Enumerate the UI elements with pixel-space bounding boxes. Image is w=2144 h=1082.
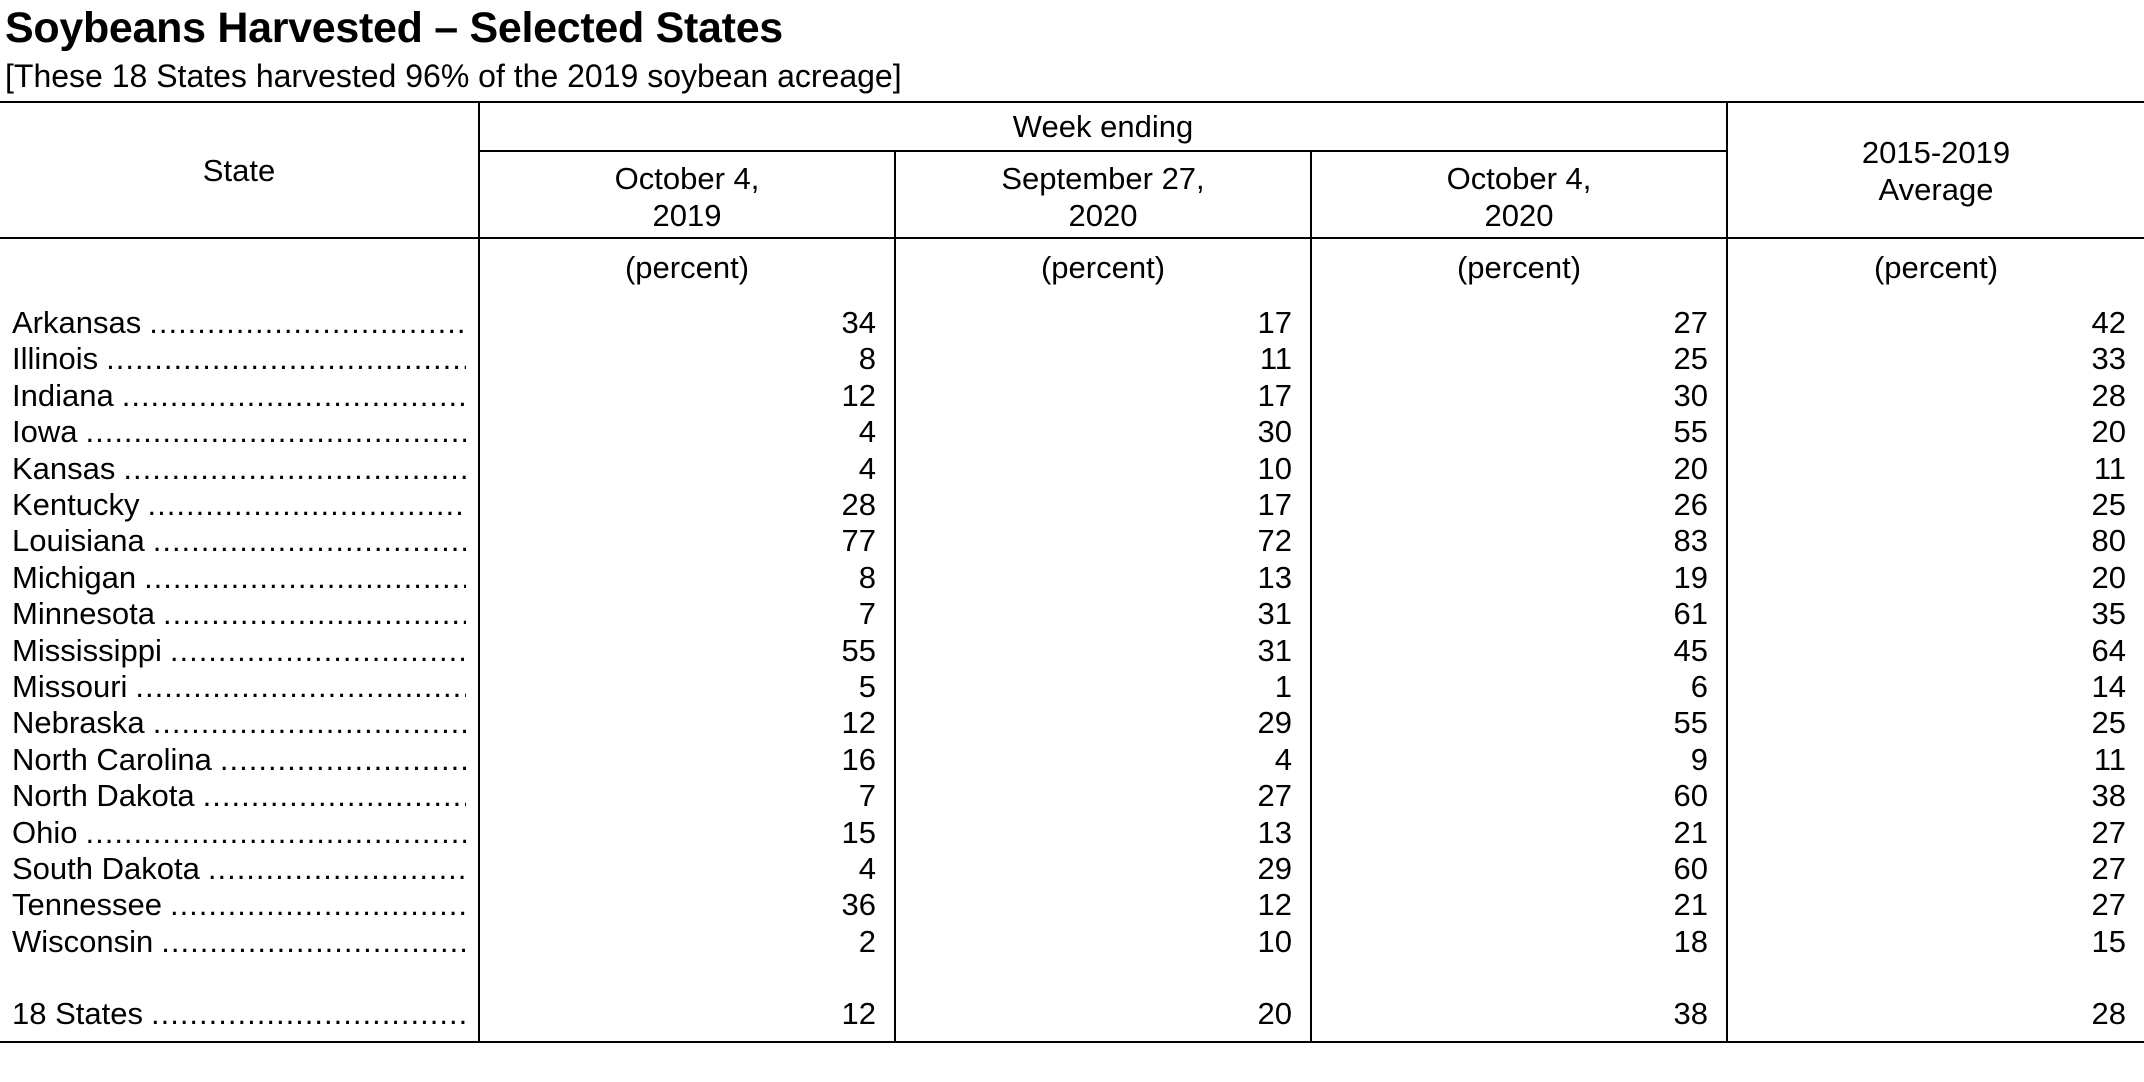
dot-leader [151,996,466,1032]
unit-label: (percent) [1456,250,1582,285]
value-cell: 4 [858,851,876,886]
value-cell: 25 [1673,341,1708,377]
state-name-cell [12,924,466,960]
state-name: 18 States [12,996,143,1032]
table-row [0,341,2144,377]
state-name-cell [12,560,466,596]
header-bottom-rule [0,237,2144,239]
value-cell: 11 [1259,341,1292,377]
value-cell: 4 [1274,741,1292,777]
dot-leader [170,887,466,923]
value-cell: 72 [1257,523,1292,559]
state-name: Michigan [12,559,137,595]
value-cell: 21 [1673,814,1708,850]
value-cell: 4 [858,450,876,486]
bottom-rule [0,1041,2144,1043]
value-cell: 27 [1257,778,1292,814]
value-cell: 8 [858,341,876,377]
table-row [0,378,2144,414]
state-name: Wisconsin [12,923,154,959]
unit-label: (percent) [624,250,750,285]
table-row [0,414,2144,450]
column-header-average: 2015-2019 Average [1861,135,2011,207]
column-header-sep-2020: September 27, 2020 [1001,161,1205,233]
state-name: Illinois [12,341,99,377]
table-subtitle: [These 18 States harvested 96% of the 2019 soybean acreage] [5,58,902,94]
value-cell: 11 [2093,450,2126,486]
value-cell: 7 [858,596,876,632]
value-cell: 19 [1673,559,1708,595]
value-cell: 28 [2091,996,2126,1032]
value-cell: 80 [2091,523,2126,559]
value-cell: 38 [2091,778,2126,814]
value-cell: 30 [1673,377,1708,413]
state-name-cell [12,851,466,887]
value-cell: 64 [2091,632,2126,668]
column-header-oct-2020: October 4, 2020 [1446,161,1592,233]
value-cell: 29 [1257,851,1292,886]
state-name-cell [12,596,466,632]
dot-leader [170,633,466,669]
value-cell: 38 [1673,996,1708,1032]
state-name: Minnesota [12,596,156,632]
value-cell: 35 [2091,596,2126,632]
state-name-cell [12,887,466,923]
table-row [0,560,2144,596]
value-cell: 2 [858,923,876,959]
table-row [0,815,2144,851]
value-cell: 13 [1257,559,1292,595]
value-cell: 12 [841,996,876,1032]
table-row [0,887,2144,923]
value-cell: 13 [1257,814,1292,850]
state-name-cell [12,305,466,341]
value-cell: 55 [1673,414,1708,450]
value-cell: 17 [1257,377,1292,413]
state-name: North Carolina [12,741,212,777]
value-cell: 20 [1257,996,1292,1032]
dot-leader [153,705,466,741]
total-row [0,996,2144,1032]
value-cell: 21 [1673,887,1708,923]
state-name: South Dakota [12,851,200,886]
value-cell: 60 [1673,851,1708,886]
dot-leader [149,305,466,341]
state-name-cell [12,996,466,1032]
value-cell: 20 [2091,414,2126,450]
state-column-header: State [202,153,276,188]
value-cell: 77 [841,523,876,559]
value-cell: 5 [858,669,876,704]
value-cell: 8 [858,559,876,595]
dot-leader [122,378,466,414]
value-cell: 31 [1257,632,1292,668]
value-cell: 10 [1257,450,1292,486]
dot-leader [123,451,466,487]
value-cell: 20 [1673,450,1708,486]
value-cell: 55 [1673,705,1708,741]
state-name: Iowa [12,414,78,450]
value-cell: 1 [1274,669,1292,704]
top-rule [0,101,2144,103]
value-cell: 12 [841,705,876,741]
value-cell: 15 [841,814,876,850]
state-name-cell [12,451,466,487]
dot-leader [85,815,466,851]
column-header-oct-2019: October 4, 2019 [614,161,760,233]
table-row [0,596,2144,632]
value-cell: 12 [841,377,876,413]
value-cell: 4 [858,414,876,450]
value-cell: 9 [1690,741,1708,777]
value-cell: 25 [2091,705,2126,741]
value-cell: 12 [1257,887,1292,923]
value-cell: 17 [1257,487,1292,522]
state-name-cell [12,487,466,523]
value-cell: 11 [2093,741,2126,777]
value-cell: 17 [1257,305,1292,340]
value-cell: 36 [841,887,876,923]
dot-leader [153,523,466,559]
value-cell: 18 [1673,923,1708,959]
dot-leader [203,778,466,814]
state-name: Ohio [12,814,78,850]
value-cell: 20 [2091,559,2126,595]
value-cell: 27 [2091,887,2126,923]
value-cell: 55 [841,632,876,668]
table-row [0,487,2144,523]
value-cell: 7 [858,778,876,814]
value-cell: 60 [1673,778,1708,814]
value-cell: 25 [2091,487,2126,522]
dot-leader [144,560,466,596]
state-name-cell [12,815,466,851]
dot-leader [161,924,466,960]
state-name-cell [12,523,466,559]
dot-leader [208,851,466,887]
unit-label: (percent) [1040,250,1166,285]
state-name-cell [12,414,466,450]
table-row [0,742,2144,778]
table-row [0,669,2144,705]
state-name: North Dakota [12,778,195,814]
value-cell: 83 [1673,523,1708,559]
state-name: Nebraska [12,705,145,741]
value-cell: 31 [1257,596,1292,632]
state-name: Arkansas [12,305,142,340]
week-ending-rule [479,150,1727,152]
dot-leader [163,596,466,632]
state-name-cell [12,742,466,778]
table-row [0,705,2144,741]
value-cell: 27 [2091,851,2126,886]
value-cell: 10 [1257,923,1292,959]
value-cell: 45 [1673,632,1708,668]
week-ending-header: Week ending [1012,109,1194,144]
value-cell: 14 [2091,669,2126,704]
value-cell: 34 [841,305,876,340]
table-row [0,305,2144,341]
state-name-cell [12,378,466,414]
table-row [0,924,2144,960]
unit-label: (percent) [1873,250,1999,285]
dot-leader [148,487,466,523]
table-title: Soybeans Harvested – Selected States [5,4,783,52]
state-name: Missouri [12,669,128,704]
table-row [0,851,2144,887]
value-cell: 27 [1673,305,1708,340]
state-name: Kansas [12,450,116,486]
value-cell: 33 [2091,341,2126,377]
dot-leader [85,414,466,450]
state-name: Mississippi [12,632,162,668]
table-row [0,451,2144,487]
value-cell: 15 [2091,923,2126,959]
state-name-cell [12,669,466,705]
table-row [0,633,2144,669]
state-name-cell [12,633,466,669]
value-cell: 27 [2091,814,2126,850]
value-cell: 61 [1673,596,1708,632]
table-row [0,778,2144,814]
value-cell: 28 [841,487,876,522]
dot-leader [135,669,466,705]
state-name: Indiana [12,377,114,413]
state-name: Tennessee [12,887,162,923]
state-name-cell [12,705,466,741]
table-row [0,523,2144,559]
value-cell: 42 [2091,305,2126,340]
dot-leader [106,341,466,377]
value-cell: 29 [1257,705,1292,741]
state-name-cell [12,778,466,814]
state-name: Kentucky [12,487,140,522]
value-cell: 28 [2091,377,2126,413]
value-cell: 6 [1690,669,1708,704]
value-cell: 26 [1673,487,1708,522]
value-cell: 30 [1257,414,1292,450]
state-name: Louisiana [12,523,145,559]
state-name-cell [12,341,466,377]
dot-leader [220,742,466,778]
value-cell: 16 [841,741,876,777]
